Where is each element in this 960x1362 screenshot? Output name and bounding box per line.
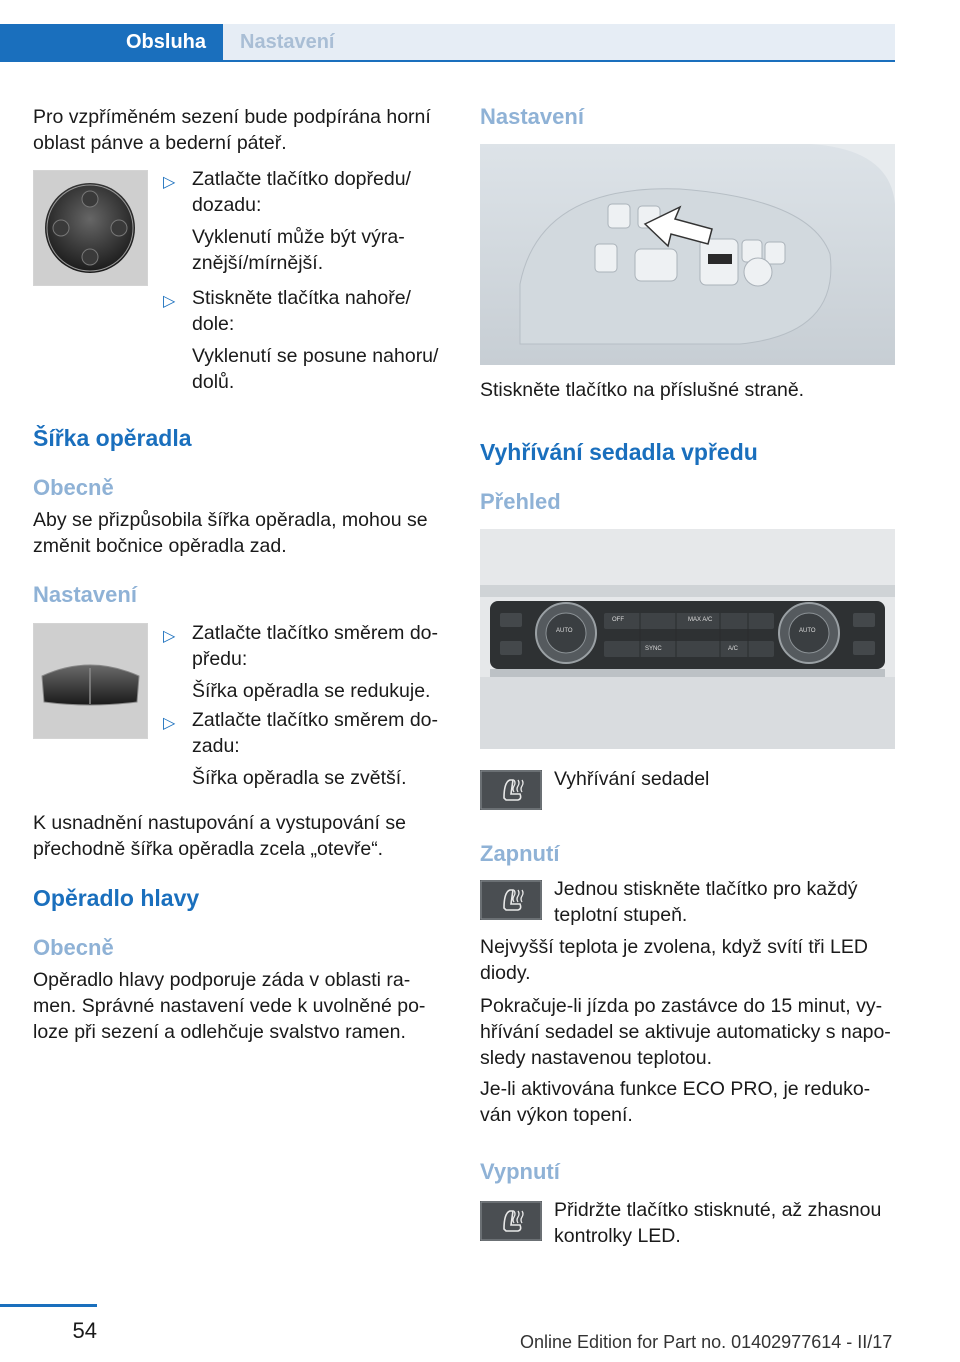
text-line: dolů. [192,371,235,393]
tab-obsluha[interactable]: Obsluha [0,24,223,61]
text-line: loze při sezení a odlehčuje svalstvo ramen. [33,1021,406,1043]
text-line: Šířka opěradla se redukuje. [192,680,431,702]
auto-label-right: AUTO [799,628,816,634]
header-divider [0,60,895,62]
seat-heating-icon [480,1201,542,1241]
edition-text: Online Edition for Part no. 01402977614 - II/17 [520,1332,893,1352]
footer-divider [0,1304,97,1307]
lumbar-button-image [33,170,148,286]
off-instruction [554,1197,895,1249]
seat-heating-icon [480,880,542,920]
lumbar-button-icon [34,171,147,285]
subsection-title-overview: Přehled [480,489,561,514]
text-line: Šířka opěradla se zvětší. [192,767,407,789]
text-line: Jednou stiskněte tlačítko pro každý [554,878,858,900]
text-line: diody. [480,962,531,984]
headrest-text [33,967,453,1045]
text-line: Vyklenutí může být výra‐ [192,226,405,248]
on-paragraph-2 [480,993,900,1071]
text-line: K usnadnění nastupování a vystupování se [33,812,406,834]
text-line: Pro vzpříměném sezení bude podpírána horní [33,106,431,128]
seat-heating-icon [480,770,542,810]
on-instruction [554,876,895,928]
off-label: OFF [612,617,624,623]
triangle-bullet-icon: ▷ [163,715,176,732]
subsection-title-general: Obecně [33,475,114,500]
text-line: zadu: [192,735,240,757]
setting-caption: Stiskněte tlačítko na příslušné straně. [480,379,805,401]
width-note [33,810,453,862]
text-line: sledy nastavenou teplotou. [480,1047,713,1069]
text-line: Stiskněte tlačítka nahoře/ [192,287,411,309]
seat-heating-caption: Vyhřívání sedadel [554,768,710,790]
width-button-image [33,623,148,739]
text-line: teplotní stupeň. [554,904,688,926]
maxac-label: MAX A/C [688,617,713,623]
text-line: změnit bočnice opěradla zad. [33,535,287,557]
text-line: Pokračuje-li jízda po zastávce do 15 minut, vy‐ [480,995,883,1017]
triangle-bullet-icon: ▷ [163,293,176,310]
seat-switch-image [480,144,895,365]
lumbar-item-2 [192,285,457,395]
triangle-bullet-icon: ▷ [163,628,176,645]
text-line: men. Správné nastavení vede k uvolněné po‐ [33,995,426,1017]
text-line: Zatlačte tlačítko dopředu/ [192,168,411,190]
text-line: hřívání sedadel se aktivuje automaticky s napo‐ [480,1021,891,1043]
on-paragraph-1 [480,934,900,986]
text-line: kontrolky LED. [554,1225,681,1247]
seat-switch-illustration [480,144,895,365]
text-line: Přidržte tlačítko stisknuté, až zhasnou [554,1199,882,1221]
text-line: Aby se přizpůsobila šířka opěradla, mohou se [33,509,428,531]
text-line: Zatlačte tlačítko směrem do‐ [192,709,438,731]
text-line: předu: [192,648,248,670]
page-number: 54 [72,1318,97,1343]
auto-label-left: AUTO [556,628,573,634]
text-line: znější/mírnější. [192,252,324,274]
triangle-bullet-icon: ▷ [163,174,176,191]
section-title-headrest: Opěradlo hlavy [33,885,200,911]
section-title-width: Šířka opěradla [33,425,192,451]
climate-panel-illustration [480,529,895,749]
text-line: ván výkon topení. [480,1104,633,1126]
subsection-title-off: Vypnutí [480,1159,560,1184]
on-paragraph-3 [480,1076,900,1128]
width-button-icon [34,624,147,738]
text-line: Nejvyšší teplota je zvolena, když svítí tři LED [480,936,868,958]
subsection-title-on: Zapnutí [480,841,560,866]
text-line: dole: [192,313,235,335]
text-line: Je-li aktivována funkce ECO PRO, je reduko‐ [480,1078,871,1100]
subsection-title-setting: Nastavení [33,582,137,607]
text-line: Zatlačte tlačítko směrem do‐ [192,622,438,644]
right-setting-title: Nastavení [480,104,584,129]
width-general-text [33,507,453,559]
intro-text [33,104,453,156]
climate-panel-image [480,529,895,749]
text-line: přechodně šířka opěradla zcela „otevře“. [33,838,384,860]
text-line: Opěradlo hlavy podporuje záda v oblasti ra‐ [33,969,411,991]
tab-nastaveni[interactable]: Nastavení [223,24,895,61]
width-item-2 [192,707,457,791]
text-line: oblast pánve a bederní páteř. [33,132,287,154]
text-line: Vyklenutí se posune nahoru/ [192,345,439,367]
ac-label: A/C [728,646,739,652]
subsection-title-general-2: Obecně [33,935,114,960]
section-title-seat-heating: Vyhřívání sedadla vpředu [480,439,758,465]
width-item-1 [192,620,457,704]
text-line: dozadu: [192,194,262,216]
lumbar-item-1 [192,166,457,276]
sync-label: SYNC [645,646,662,652]
